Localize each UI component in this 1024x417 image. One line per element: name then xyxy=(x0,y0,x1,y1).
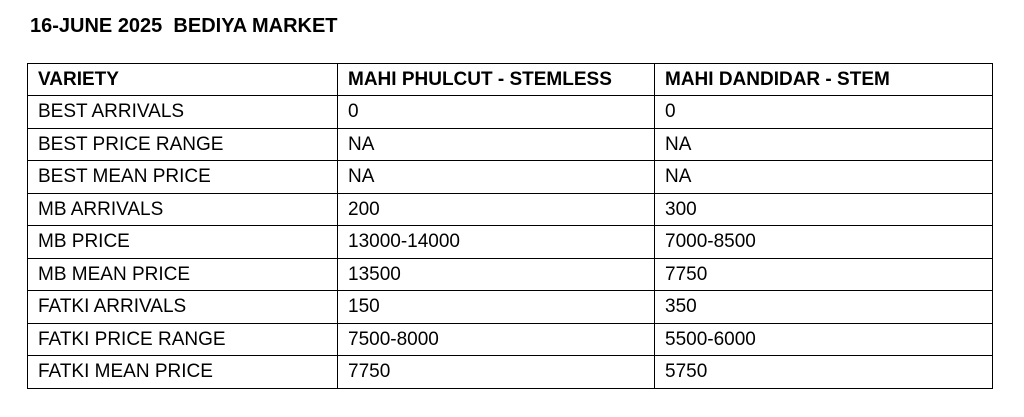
cell-value: 7500-8000 xyxy=(338,323,655,356)
cell-value: 7000-8500 xyxy=(655,226,993,259)
row-label: BEST MEAN PRICE xyxy=(28,161,338,194)
cell-value: 150 xyxy=(338,291,655,324)
cell-value: 7750 xyxy=(655,258,993,291)
cell-value: 0 xyxy=(655,96,993,129)
cell-value: 13000-14000 xyxy=(338,226,655,259)
table-row xyxy=(28,323,993,356)
cell-value: NA xyxy=(655,128,993,161)
row-label: MB ARRIVALS xyxy=(28,193,338,226)
page-title: 16-JUNE 2025 BEDIYA MARKET xyxy=(30,15,338,37)
cell-value: 5500-6000 xyxy=(655,323,993,356)
table-row xyxy=(28,193,993,226)
row-label: MB MEAN PRICE xyxy=(28,258,338,291)
cell-value: 5750 xyxy=(655,356,993,389)
cell-value: 7750 xyxy=(338,356,655,389)
table-row xyxy=(28,226,993,259)
row-label: FATKI ARRIVALS xyxy=(28,291,338,324)
header-cell-mahi-dandidar-stem: MAHI DANDIDAR - STEM xyxy=(655,64,993,96)
cell-value: 300 xyxy=(655,193,993,226)
table-row xyxy=(28,161,993,194)
table-row xyxy=(28,96,993,129)
row-label: MB PRICE xyxy=(28,226,338,259)
row-label: BEST PRICE RANGE xyxy=(28,128,338,161)
cell-value: NA xyxy=(338,128,655,161)
row-label: BEST ARRIVALS xyxy=(28,96,338,129)
cell-value: 200 xyxy=(338,193,655,226)
cell-value: NA xyxy=(655,161,993,194)
table-row xyxy=(28,128,993,161)
row-label: FATKI PRICE RANGE xyxy=(28,323,338,356)
row-label: FATKI MEAN PRICE xyxy=(28,356,338,389)
header-cell-mahi-phulcut-stemless: MAHI PHULCUT - STEMLESS xyxy=(338,64,655,96)
market-price-table xyxy=(27,63,993,389)
cell-value: 350 xyxy=(655,291,993,324)
table-row xyxy=(28,291,993,324)
table-row xyxy=(28,356,993,389)
header-cell-variety: VARIETY xyxy=(28,64,338,96)
cell-value: 13500 xyxy=(338,258,655,291)
cell-value: NA xyxy=(338,161,655,194)
table-header-row xyxy=(28,64,993,96)
cell-value: 0 xyxy=(338,96,655,129)
table-row xyxy=(28,258,993,291)
